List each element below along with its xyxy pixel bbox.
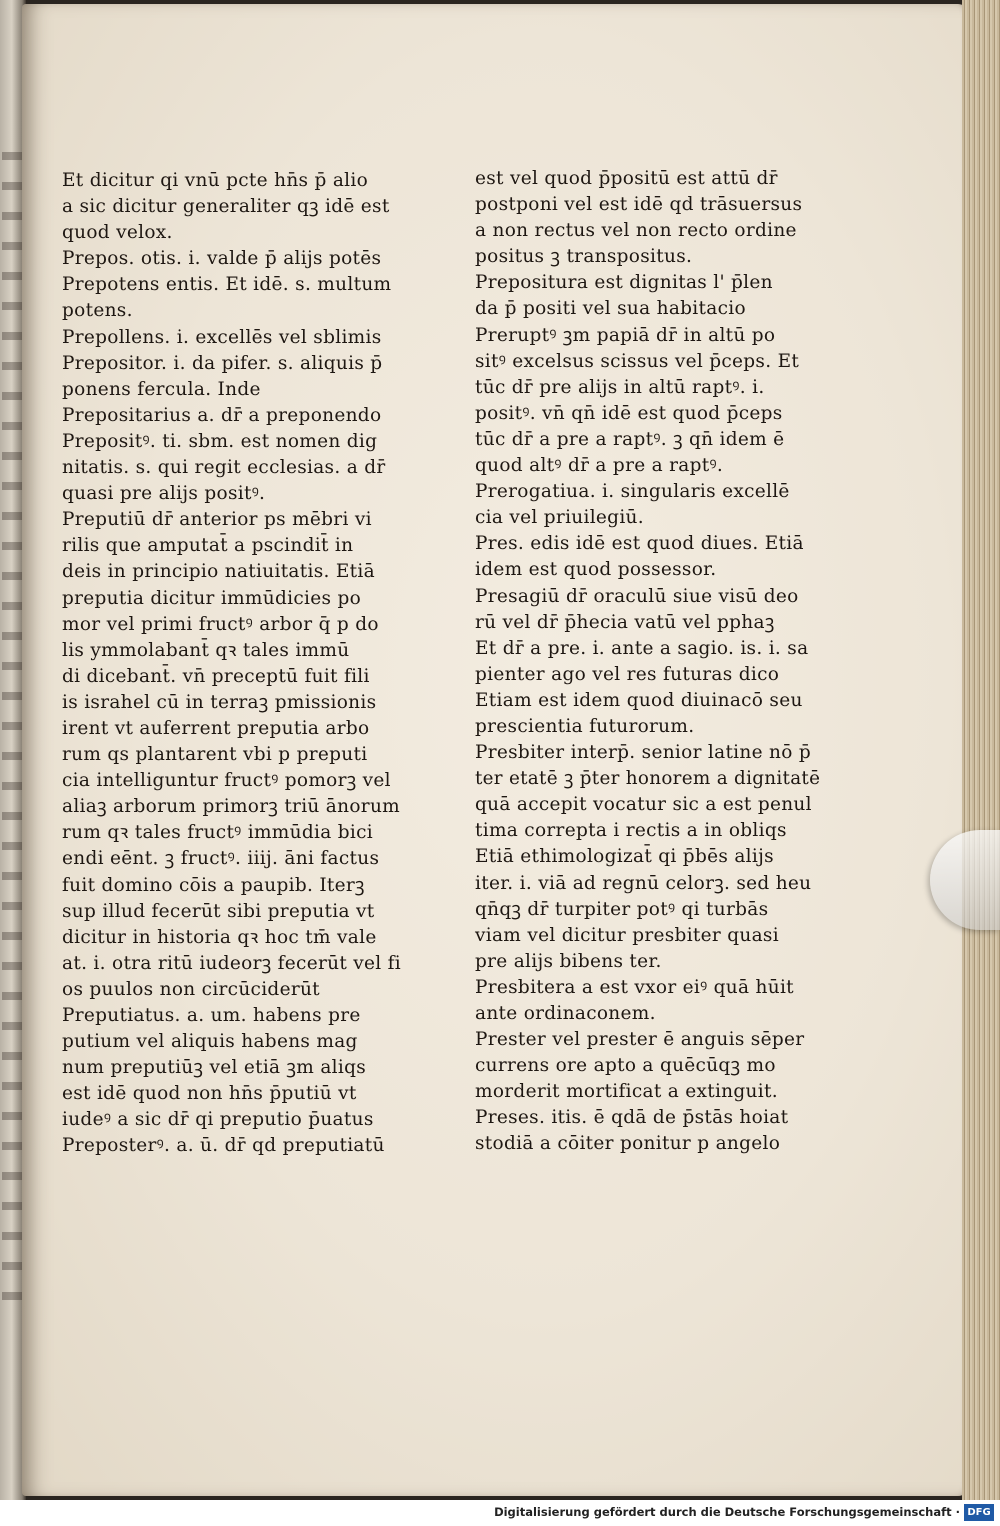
text-line: Prepos. otis. i. valde p̄ alijs potēs (62, 248, 382, 270)
text-line: tūc dr̄ pre alijs in altū raptꝰ. i. (475, 376, 765, 398)
text-line: viam vel dicitur presbiter quasi (475, 924, 779, 946)
text-line: prescientia futurorum. (475, 715, 695, 737)
text-line: tūc dr̄ a pre a raptꝰ. ꝫ qn̄ idem ē (475, 428, 785, 450)
text-line: rilis que amputat̄ a pscindit̄ in (62, 535, 354, 557)
text-line: Prepositarius a. dr̄ a preponendo (62, 404, 382, 426)
text-line: endi eēnt. ꝫ fructꝰ. iiij. āni factus (62, 848, 380, 870)
text-line: stodiā a cōiter ponitur p angelo (475, 1133, 781, 1155)
text-line: a sic dicitur generaliter qꝫ idē est (62, 196, 390, 218)
text-line: sitꝰ excelsus scissus vel p̄ceps. Et (475, 350, 800, 372)
text-line: Prepositor. i. da pifer. s. aliquis p̄ (62, 352, 383, 374)
text-line: qn̄qꝫ dr̄ turpiter potꝰ qi turbās (475, 898, 769, 920)
text-line: ante ordinaconem. (475, 1003, 656, 1024)
footer-bar (0, 1500, 1000, 1526)
text-line: quā accepit vocatur sic a est penul (475, 794, 812, 816)
text-line: ter etatē ꝫ p̄ter honorem a dignitatē (475, 768, 821, 790)
text-line: ponens fercula. Inde (62, 378, 261, 400)
text-line: Prester vel prester ē anguis sēper (475, 1029, 805, 1051)
text-line: fuit domino cōis a paupib. Iterꝫ (62, 874, 365, 896)
text-line: tima correpta i rectis a in obliqs (475, 820, 787, 842)
text-line: dicitur in historia qꝛ hoc tm̄ vale (62, 926, 377, 948)
right-text-column (475, 166, 820, 1158)
text-line: Et dicitur qi vnū pcte hn̄s p̄ alio (62, 170, 369, 191)
text-line: est vel quod p̄positū est attū dr̄ (475, 168, 778, 189)
text-line: num preputiūꝫ vel etiā ꝫm aliqs (62, 1057, 367, 1079)
book-page-edges (962, 0, 1000, 1500)
text-line: preputia dicitur immūdicies po (62, 587, 362, 609)
text-line: Pres. edis idē est quod diues. Etiā (475, 533, 804, 555)
text-line: quod velox. (62, 222, 173, 244)
text-line: rum qs plantarent vbi p preputi (62, 744, 368, 766)
text-line: Prerogatiua. i. singularis excellē (475, 481, 790, 503)
text-line: est idē quod non hn̄s p̄putiū vt (62, 1083, 357, 1105)
text-line: Et dr̄ a pre. i. ante a sagio. is. i. sa (475, 637, 809, 659)
text-line: cia intelliguntur fructꝰ pomorꝫ vel (62, 770, 391, 792)
text-line: quod altꝰ dr̄ a pre a raptꝰ. (475, 455, 724, 477)
text-line: Preposterꝰ. a. ū. dr̄ qd preputiatū (62, 1135, 385, 1157)
text-line: cia vel priuilegiū. (475, 507, 644, 529)
text-line: mor vel primi fructꝰ arbor q̄ p do (62, 613, 379, 635)
text-line: morderit mortificat a extinguit. (475, 1081, 778, 1103)
text-line: Prepositꝰ. ti. sbm. est nomen dig (62, 430, 378, 452)
text-line: is israhel cū in terraꝫ pmissionis (62, 691, 377, 713)
text-line: Preputiatus. a. um. habens pre (62, 1005, 361, 1026)
text-line: os puulos non circūciderūt (62, 978, 320, 1000)
text-line: Presbitera a est vxor eiꝰ quā hūit (475, 976, 794, 998)
text-line: quasi pre alijs positꝰ. (62, 483, 266, 505)
text-line: di dicebant̄. vn̄ preceptū fuit fili (62, 665, 370, 687)
text-line: a non rectus vel non recto ordine (475, 220, 797, 242)
text-line: rum qꝛ tales fructꝰ immūdia bici (62, 822, 373, 844)
text-line: aliaꝫ arborum primorꝫ triū ānorum (62, 796, 400, 818)
text-line: pre alijs bibens ter. (475, 950, 662, 972)
text-line: iudeꝰ a sic dr̄ qi preputio p̄uatus (62, 1109, 374, 1131)
text-line: at. i. otra ritū iudeorꝫ fecerūt vel fi (62, 952, 401, 974)
text-line: Preputiū dr̄ anterior ps mēbri vi (62, 509, 372, 531)
text-line: Etiam est idem quod diuinacō seu (475, 689, 803, 711)
text-line: Prepollens. i. excellēs vel sblimis (62, 326, 382, 348)
text-line: putium vel aliquis habens mag (62, 1031, 358, 1053)
text-line: Prepositura est dignitas l' p̄len (475, 272, 773, 294)
text-line: rū vel dr̄ p̄hecia vatū vel pphaꝫ (475, 611, 775, 633)
dfg-logo-icon: DFG (964, 1504, 994, 1521)
text-line: Preruptꝰ ꝫm papiā dr̄ in altū po (475, 324, 776, 346)
text-line: deis in principio natiuitatis. Etiā (62, 561, 375, 583)
text-line: nitatis. s. qui regit ecclesias. a dr̄ (62, 457, 386, 479)
text-line: Prepotens entis. Et idē. s. multum (62, 274, 392, 296)
text-line: Preses. itis. ē qdā de p̄stās hoiat (475, 1107, 789, 1129)
left-text-column (62, 168, 407, 1160)
text-line: Presbiter interp̄. senior latine nō p̄ (475, 742, 812, 764)
text-line: lis ymmolabant̄ qꝛ tales immū (62, 639, 350, 661)
text-line: Etiā ethimologizat̄ qi p̄bēs alijs (475, 846, 774, 868)
text-line: positꝰ. vn̄ qn̄ idē est quod p̄ceps (475, 402, 783, 424)
text-line: idem est quod possessor. (475, 559, 717, 581)
text-line: Presagiū dr̄ oraculū siue visū deo (475, 585, 799, 607)
text-line: irent vt auferrent preputia arbo (62, 717, 370, 739)
text-line: sup illud fecerūt sibi preputia vt (62, 900, 375, 922)
text-line: positus ꝫ transpositus. (475, 246, 693, 268)
text-line: currens ore apto a quēcūqꝫ mo (475, 1055, 776, 1077)
text-line: iter. i. viā ad regnū celorꝫ. sed heu (475, 872, 812, 894)
previous-page-text-bleed (2, 140, 22, 1300)
text-line: pienter ago vel res futuras dico (475, 663, 780, 685)
digitization-credit: Digitalisierung gefördert durch die Deutsche Forschungsgemeinschaft · (494, 1505, 960, 1519)
text-line: postponi vel est idē qd trāsuersus (475, 194, 803, 216)
text-line: potens. (62, 300, 133, 322)
text-line: da p̄ positi vel sua habitacio (475, 298, 746, 320)
